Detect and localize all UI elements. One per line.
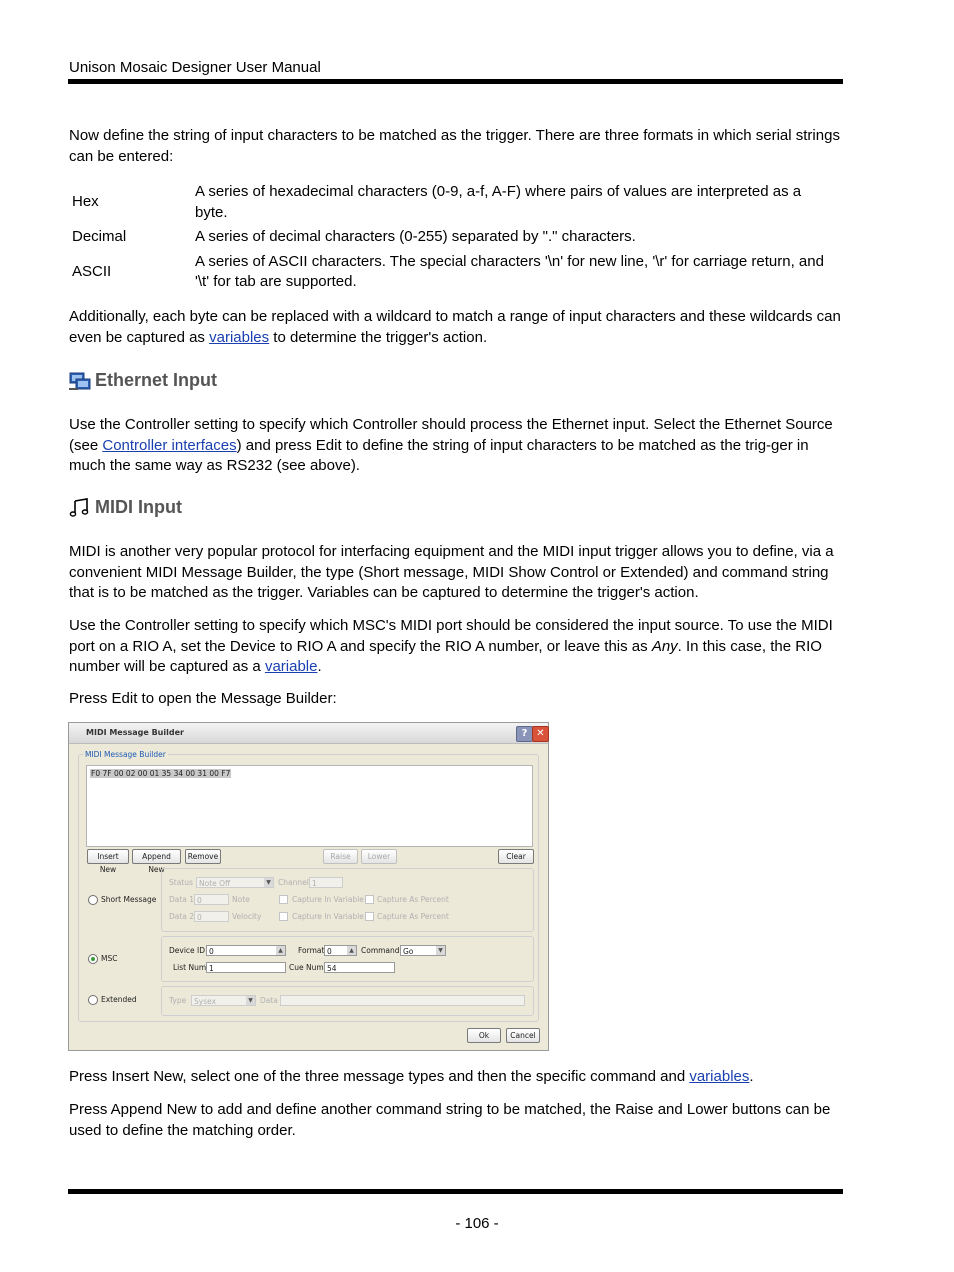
- format-field[interactable]: [324, 945, 357, 956]
- data1-label: Data 1: [169, 895, 195, 904]
- capture-variable-label: Capture In Variable: [292, 895, 364, 904]
- any-emphasis: Any: [651, 637, 678, 655]
- music-note-icon: [69, 498, 91, 518]
- text-run: Use the Controller setting to specify which Controller should process the Ethernet input. Select the Ethernet Source (see: [69, 416, 833, 454]
- builder-group-label: MIDI Message Builder: [85, 750, 166, 759]
- wildcard-paragraph: [69, 307, 845, 348]
- capture-variable-label: Capture In Variable: [292, 912, 364, 921]
- message-list[interactable]: [86, 765, 533, 847]
- help-button[interactable]: ?: [516, 726, 533, 742]
- dialog-titlebar: [69, 723, 548, 744]
- capture-percent-label: Capture As Percent: [377, 912, 449, 921]
- velocity-label: Velocity: [232, 912, 262, 921]
- midi-paragraph-3: Press Edit to open the Message Builder:: [69, 690, 337, 707]
- dialog-title: MIDI Message Builder: [86, 728, 184, 737]
- msc-radio[interactable]: [88, 954, 98, 964]
- midi-paragraph-5: Press Append New to add and define another command string to be matched, the Raise and Lower buttons can be used to define the matching order.: [69, 1101, 831, 1139]
- table-row: [69, 250, 829, 295]
- list-num-label: List Num: [173, 963, 207, 972]
- midi-heading-text: MIDI Input: [95, 497, 182, 517]
- extended-radio[interactable]: [88, 995, 98, 1005]
- data2-capture-variable-checkbox[interactable]: [279, 912, 288, 921]
- midi-message-builder-dialog: [68, 722, 549, 1051]
- command-label: Command: [361, 946, 400, 955]
- chevron-down-icon: ▼: [264, 878, 273, 887]
- text-run: Additionally, each byte can be replaced with a wildcard to match a range of input characters and these wildcards can even be captured as: [69, 308, 841, 346]
- chevron-down-icon: ▼: [246, 996, 255, 1005]
- format-label: Format: [298, 946, 325, 955]
- data2-stepper[interactable]: 0: [194, 911, 229, 922]
- msc-label: MSC: [101, 954, 118, 963]
- cancel-button[interactable]: Cancel: [506, 1028, 540, 1043]
- msc-group: [161, 936, 534, 982]
- status-value: Note Off: [199, 879, 231, 888]
- format-desc: A series of decimal characters (0-255) separated by "." characters.: [195, 228, 636, 245]
- text-run: Press Insert New, select one of the three message types and then the specific command and: [69, 1068, 690, 1085]
- type-select[interactable]: [191, 995, 256, 1006]
- channel-stepper[interactable]: 1: [309, 877, 343, 888]
- data2-label: Data 2: [169, 912, 195, 921]
- text-run: Use the Controller setting to specify which MSC's MIDI port should be considered the input source. To use the MIDI port on a RIO A, set the Device to RIO A and specify the RIO A number, or leave this as: [69, 617, 833, 655]
- remove-button[interactable]: Remove: [185, 849, 221, 864]
- status-label: Status: [169, 878, 193, 887]
- status-select[interactable]: [196, 877, 274, 888]
- format-name: ASCII: [72, 262, 112, 280]
- ok-button[interactable]: Ok: [467, 1028, 501, 1043]
- chevron-down-icon: ▲: [276, 946, 285, 955]
- chevron-down-icon: ▼: [436, 946, 445, 955]
- device-id-value: 0: [209, 947, 214, 956]
- cue-num-label: Cue Num: [289, 963, 324, 972]
- short-message-label: Short Message: [101, 895, 157, 904]
- variables-link[interactable]: variables: [689, 1068, 750, 1085]
- text-run: . In this case, the RIO number will be captured as a: [69, 637, 822, 675]
- table-row: [69, 180, 829, 225]
- device-id-label: Device ID: [169, 946, 206, 955]
- extended-label: Extended: [101, 995, 137, 1004]
- message-item[interactable]: F0 7F 00 02 00 01 35 34 00 31 00 F7: [91, 769, 231, 778]
- format-name: Hex: [72, 193, 99, 211]
- data-field[interactable]: [280, 995, 525, 1006]
- append-new-button[interactable]: Append New: [132, 849, 181, 864]
- lower-button[interactable]: Lower: [361, 849, 397, 864]
- header-title: Unison Mosaic Designer User Manual: [69, 59, 321, 76]
- raise-button[interactable]: Raise: [323, 849, 358, 864]
- text-run: .: [317, 658, 322, 675]
- text-run: .: [749, 1068, 754, 1085]
- text-run: ) and press Edit to define the string of input characters to be matched as the trig-ger in much the same way as RS232 (see above).: [69, 436, 809, 474]
- clear-button[interactable]: Clear: [498, 849, 534, 864]
- channel-label: Channel: [278, 878, 309, 887]
- data1-capture-percent-checkbox[interactable]: [365, 895, 374, 904]
- capture-percent-label: Capture As Percent: [377, 895, 449, 904]
- type-label: Type: [169, 996, 187, 1005]
- note-label: Note: [232, 895, 250, 904]
- format-desc: A series of hexadecimal characters (0-9, a-f, A-F) where pairs of values are interpreted as a byte.: [195, 183, 802, 221]
- command-value: Go: [403, 947, 414, 956]
- network-computer-icon: [69, 371, 91, 391]
- ethernet-paragraph: [69, 415, 845, 477]
- type-value: Sysex: [194, 997, 217, 1006]
- data1-capture-variable-checkbox[interactable]: [279, 895, 288, 904]
- midi-heading: [69, 497, 182, 518]
- header-rule: [68, 79, 843, 84]
- midi-paragraph-1: MIDI is another very popular protocol for interfacing equipment and the MIDI input trigger allows you to define, via a convenient MIDI Message Builder, the type (Short message, MIDI Show Control or Extended) and command string that is to be matched as the trigger. Variables can be captured to determine the trigger's action.: [69, 543, 834, 601]
- data1-stepper[interactable]: 0: [194, 894, 229, 905]
- close-button[interactable]: ✕: [532, 726, 549, 742]
- list-num-field[interactable]: 1: [206, 962, 286, 973]
- footer-rule: [68, 1189, 843, 1194]
- data-label: Data: [260, 996, 278, 1005]
- page-number: - 106 -: [455, 1215, 499, 1232]
- format-value: 0: [327, 947, 332, 956]
- chevron-down-icon: ▲: [347, 946, 356, 955]
- midi-paragraph-4: [69, 1067, 845, 1088]
- format-desc: A series of ASCII characters. The special characters '\n' for new line, '\r' for carriage return, and '\t' for tab are supported.: [195, 252, 824, 290]
- insert-new-button[interactable]: Insert New: [87, 849, 129, 864]
- controller-interfaces-link[interactable]: Controller interfaces: [102, 436, 237, 454]
- text-run: to determine the trigger's action.: [269, 328, 488, 346]
- ethernet-heading-text: Ethernet Input: [95, 370, 217, 390]
- variables-link[interactable]: variables: [209, 328, 270, 346]
- command-select[interactable]: [400, 945, 446, 956]
- format-table: [69, 180, 829, 295]
- midi-paragraph-2: [69, 616, 845, 678]
- format-name: Decimal: [72, 228, 127, 245]
- table-row: [69, 225, 829, 250]
- variable-link[interactable]: variable: [264, 658, 318, 675]
- cue-num-field[interactable]: 54: [324, 962, 395, 973]
- short-message-radio[interactable]: [88, 895, 98, 905]
- data2-capture-percent-checkbox[interactable]: [365, 912, 374, 921]
- serial-intro: Now define the string of input characters to be matched as the trigger. There are three formats in which serial strings can be entered:: [69, 127, 840, 165]
- device-id-field[interactable]: [206, 945, 286, 956]
- ethernet-heading: [69, 370, 217, 391]
